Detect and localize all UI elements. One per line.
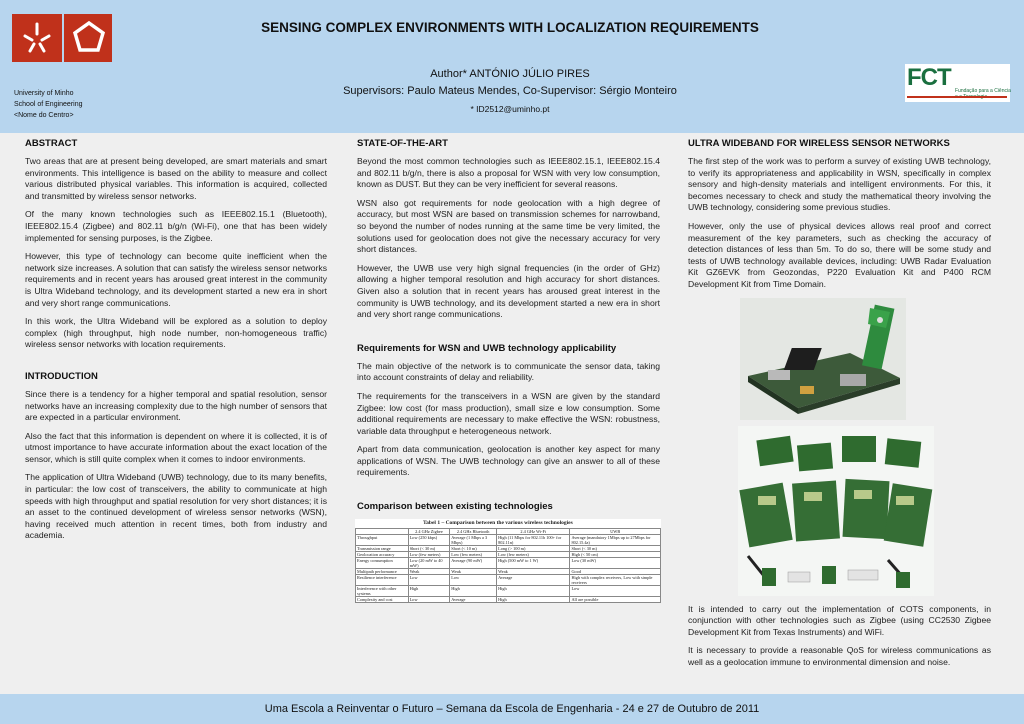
uwb-heading: ULTRA WIDEBAND FOR WIRELESS SENSOR NETWORKS bbox=[688, 138, 950, 149]
table-cell: High (11 Mbps for 802.11b 100+ for 802.11n) bbox=[497, 535, 570, 546]
footer-banner: Uma Escola a Reinventar o Futuro – Semana da Escola de Engenharia - 24 e 27 de Outubro de 2011 bbox=[0, 694, 1024, 724]
institution-line: School of Engineering bbox=[14, 101, 83, 108]
table-cell: Low (250 kbps) bbox=[408, 535, 450, 546]
table-cell: Geolocation accuracy bbox=[356, 552, 409, 558]
institution-block bbox=[14, 88, 83, 121]
table-cell: High bbox=[408, 586, 450, 597]
uwb-paragraph: However, only the use of physical devices allows real proof and correct measurement of the key parameters, such as checking the accuracy of detection distances of less than 5m. To do so, there will be some study and tests of UWB technology available devices, including: UWB Radar Evaluation Kit GZ6EVK from Geozondas, P220 Evaluation Kit and P400 RCM Development Kit from Time Domain. bbox=[688, 220, 991, 289]
table-header-cell: 2.4 GHz Zigbee bbox=[408, 529, 450, 535]
table-cell: High with complex receivers, Low with simple receivers bbox=[570, 575, 661, 586]
table-cell: Average bbox=[450, 597, 497, 603]
sota-paragraph: However, the UWB use very high signal frequencies (in the order of GHz) allowing a higher temporal resolution and high accuracy for short distances. Given also a solution that in recent years has aroused great interest in the community is UWB technology, and its development started a new era in short and very short range communications. bbox=[357, 262, 660, 320]
institution-line: <Nome do Centro> bbox=[14, 112, 74, 119]
abstract-paragraph: Two areas that are at present being developed, are smart materials and smart environments. This intelligence is based on the ability to measure and collect various distributed physical variables. This information is acquired, collected and transmitted by wireless sensor networks. bbox=[25, 156, 327, 201]
column-left bbox=[25, 138, 327, 549]
table-row bbox=[356, 586, 661, 597]
introduction-paragraph: Since there is a tendency for a higher temporal and spatial resolution, sensor networks have an increasing complexity due to the high number of sensors that are expected in a particular environment. bbox=[25, 388, 327, 423]
abstract-paragraph: In this work, the Ultra Wideband will be explored as a solution to deploy complex (high throughput, high node number, non-homogeneous traffic) wireless sensor networks with location requirements. bbox=[25, 316, 327, 350]
table-cell: High bbox=[497, 586, 570, 597]
poster-title: SENSING COMPLEX ENVIRONMENTS WITH LOCALIZATION REQUIREMENTS bbox=[261, 20, 759, 35]
uwb-paragraph: The first step of the work was to perform a survey of existing UWB technology, to verify its appropriateness and applicability in WSN, specifically in complex sensory and high-density materials and intelligent environments. For this, it becomes necessary to check and study the mathematical theory involving the UWB technology, considering some previous studies. bbox=[688, 156, 991, 213]
uwb-radar-kit-photo bbox=[740, 298, 906, 420]
sota-paragraph: Beyond the most common technologies such as IEEE802.15.1, IEEE802.15.4 and 802.11 b/g/n, there is also a proposal for WSN with very low consumption, known as DUST. But they can be very inefficient for several reasons. bbox=[357, 156, 660, 190]
table-caption: Tabel 1 – Comparison between the various wireless technologies bbox=[355, 519, 661, 528]
column-right bbox=[688, 138, 991, 676]
table-cell: Long (> 100 m) bbox=[497, 546, 570, 552]
requirements-paragraph: The main objective of the network is to communicate the sensor data, taking into account constraints of delay and reliability. bbox=[357, 360, 660, 383]
zigbee-dev-kit-photo bbox=[738, 426, 934, 596]
table-cell: High (< 50 cm) bbox=[570, 552, 661, 558]
institution-line: University of Minho bbox=[14, 90, 74, 97]
table-cell: Low bbox=[570, 586, 661, 597]
table-cell: Short (< 30 m) bbox=[570, 546, 661, 552]
table-cell: Good bbox=[570, 569, 661, 575]
table-cell: Low (few meters) bbox=[408, 552, 450, 558]
introduction-paragraph: Also the fact that this information is dependent on where it is collected, it is of utmost importance to have accurate information about the exact location of the sensor, which is still quite complex when it comes to indoor environments. bbox=[25, 430, 327, 464]
table-row bbox=[356, 535, 661, 546]
table-cell: Low (few meters) bbox=[497, 552, 570, 558]
table-cell: Low (20 mW to 40 mW) bbox=[408, 558, 450, 569]
table-cell: Interference with other systems bbox=[356, 586, 409, 597]
table-cell: Low (30 mW) bbox=[570, 558, 661, 569]
uwb-paragraph: It is necessary to provide a reasonable QoS for wireless communications as well as a geolocation immune to environmental dimension and noise. bbox=[688, 645, 991, 667]
supervisors-line: Supervisors: Paulo Mateus Mendes, Co-Supervisor: Sérgio Monteiro bbox=[343, 85, 677, 97]
fct-logo-letters: FCT bbox=[907, 64, 951, 91]
table-header-cell: 2.4 GHz Wi-Fi bbox=[497, 529, 570, 535]
table-header-cell: UWB bbox=[570, 529, 661, 535]
fct-logo bbox=[905, 64, 1010, 102]
table-cell: Average bbox=[497, 575, 570, 586]
table-cell: Low bbox=[450, 575, 497, 586]
abstract-paragraph: However, this type of technology can become quite inefficient when the network size increases. A solution that can satisfy the wireless sensor networks requirements and in recent years has aroused great interest in the community is Ultra Wideband technology, and its development started a new era in short and very short range communications. bbox=[25, 251, 327, 308]
abstract-heading: ABSTRACT bbox=[25, 138, 78, 149]
table-cell: Average (90 mW) bbox=[450, 558, 497, 569]
table-cell: Multipath performance bbox=[356, 569, 409, 575]
table-cell: High bbox=[450, 586, 497, 597]
table-cell: Weak bbox=[450, 569, 497, 575]
engineering-pentagon-icon bbox=[62, 14, 112, 62]
table-cell: Short (< 10 m) bbox=[450, 546, 497, 552]
comparison-heading: Comparison between existing technologies bbox=[357, 501, 553, 513]
uminho-emblem-icon bbox=[12, 14, 62, 62]
table-cell: Average (mandatory 1Mbps up to 27Mbps for 802.15.4a) bbox=[570, 535, 661, 546]
comparison-table bbox=[355, 519, 661, 603]
table-cell: Energy consumption bbox=[356, 558, 409, 569]
requirements-paragraph: The requirements for the transceivers in a WSN are given by the standard Zigbee: low cost (for mass production), small size e low consumption. Some additional requirements are necessary to make effective the WSN: robustness, variable data throughput e heterogeneous network. bbox=[357, 390, 660, 436]
table-cell: High bbox=[497, 597, 570, 603]
table-cell: Short (< 30 m) bbox=[408, 546, 450, 552]
sota-paragraph: WSN also got requirements for node geolocation with a high degree of accuracy, but most WSN are based on transmission schemes for narrowband, so beyond the number of nodes running at the same time be very limited, the solutions used for geolocation does not give the necessary accuracy for very short distances. bbox=[357, 197, 660, 255]
table-row bbox=[356, 575, 661, 586]
introduction-heading: INTRODUCTION bbox=[25, 370, 98, 382]
table-cell: Low bbox=[408, 575, 450, 586]
header-banner bbox=[0, 0, 1024, 133]
table-row bbox=[356, 558, 661, 569]
table-cell: Low bbox=[408, 597, 450, 603]
university-logo bbox=[12, 14, 112, 62]
abstract-paragraph: Of the many known technologies such as IEEE802.15.1 (Bluetooth), IEEE802.15.4 (Zigbee) and 802.11 b/g/n (Wi-Fi), one that has been widely implemented for sensing purposes, is the Zigbee. bbox=[25, 209, 327, 243]
table-cell: Weak bbox=[408, 569, 450, 575]
table-cell: Low (few meters) bbox=[450, 552, 497, 558]
table-cell: Transmission range bbox=[356, 546, 409, 552]
table-cell: Complexity and cost bbox=[356, 597, 409, 603]
fct-logo-rule bbox=[907, 96, 1007, 98]
uwb-paragraph: It is intended to carry out the implementation of COTS components, in conjunction with other technologies such as Zigbee (using CC2530 Zigbee Development Kit from Texas Instruments) and WiFi. bbox=[688, 603, 991, 637]
table-row bbox=[356, 597, 661, 603]
table-cell: All are possible bbox=[570, 597, 661, 603]
requirements-heading: Requirements for WSN and UWB technology applicability bbox=[357, 342, 617, 354]
introduction-paragraph: The application of Ultra Wideband (UWB) technology, due to its many benefits, in particular: the low cost of transceivers, the ability to communicate at high speeds with high throughput and spatial resolution for very short distances; it is an asset to the continued development of wireless sensor networks (WSN), having received much attention in recent times, both from industry and academia. bbox=[25, 472, 327, 541]
table-cell: High (500 mW to 1 W) bbox=[497, 558, 570, 569]
table-cell: Average (1 Mbps a 3 Mbps) bbox=[450, 535, 497, 546]
table-cell: Throughput bbox=[356, 535, 409, 546]
column-middle bbox=[357, 138, 660, 603]
table-cell: Weak bbox=[497, 569, 570, 575]
table-cell: Resilience interference bbox=[356, 575, 409, 586]
table-header-cell: 2.4 GHz Bluetooth bbox=[450, 529, 497, 535]
requirements-paragraph: Apart from data communication, geolocation is another key aspect for many applications of WSN. The UWB technology can give an answer to all of these requirements. bbox=[357, 444, 660, 478]
fct-logo-name: Fundação para a Ciência bbox=[955, 88, 1011, 94]
author-email: * ID2512@uminho.pt bbox=[470, 104, 550, 114]
state-of-the-art-heading: STATE-OF-THE-ART bbox=[357, 138, 448, 149]
author-line: Author* ANTÓNIO JÚLIO PIRES bbox=[430, 68, 590, 80]
